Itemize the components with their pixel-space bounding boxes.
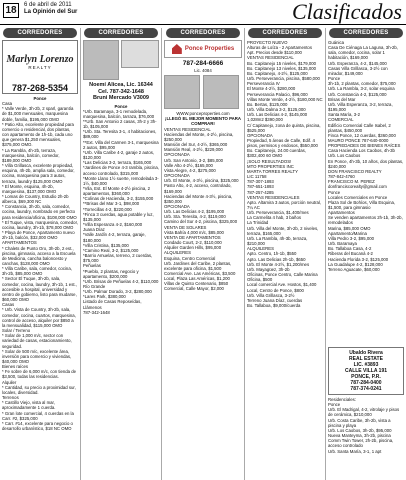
corredores-heading: CORREDORES [84, 28, 158, 38]
corredores-heading: CORREDORES [248, 28, 322, 38]
ad-line: REAL ESTATE [349, 356, 383, 362]
listings-text: Guánica Casa De Ciénaga La Laguna, 3h-2b, sala, comedor, cocina, solar 1 habitación, $169,000 Urb. Esperanza, 4-2, $145,000 Casas Villa Grillasca, 3-2½ con mirador, $149,000 Ponce 3h-1b, 2 plantas, comedor, $75,000 Urb. La Rambla, 3-2, solar esquina Urb. Constancia 4-2, $125,000 Brisas del Mar Urb. Villa Esperanza, 3-2, terraza, $195,000 Santa María, 3-2 COMERCIAL Edificio Comercial Calle Isabel, 2 plantas, $450,000 Finca Ponce, 12 cuerdas, $360,000 MAURO PONCE 787-640-0000 PROPIEDADES DE BIENES RAÍCES Casa Hacienda Los Caobos, 4h-3b Urb. Los Caobos En Ponce, 4h-3b, 10 años, dos plantas, $240,000 DON FRANCISCO REALTY 787-842-4760 FRANCISCO M. PEREZ donfranciscorealty@gmail.com Ponce Locales Comerciales en Ponce Plaza Sol de Bohíos, Villa Esquina, $1,500, para gimnasio Apartamentos Se venden apartamentos 2h-1b, 3h-2b, remodelados Marina, $85,000 OMO Apartamento/Marina Villa Pedro 3-2, $95,000 Urb. Baramaya Bo. Tallaboa Casa, 4-2 Riberas del Bucaná 4-2 Hacienda Florida 3-2, $125,000 La Guadalupe 4-2, $128,000 Terreno Aguacate, $60,000 [328, 40, 404, 272]
agent-photo [83, 40, 119, 80]
listings-text: *Urb. Baramaya, 3-1 remodelada, marquesina, balcón, tarraza, $76,000 **Urb. San Antonio 2 casas, 3h-2 y 3h-1b, $105,000 *Urb. Sta. Teresita 3-1, 4 habitaciones, $89,000 **Ext. Villa del Carmen 3-1, marquesina 2 autos, $95,000 *Urb. Villa Caribe 4-2, garaje 2 autos, $120,000 *Las Delicias 3-2, terraza, $165,000 *Jardines de Ponce 4-3 rambla, piscina, acceso controlado, $315,000 *Monte Llano 1½ suerte, remodelada 3-1½, $40,000 *Vila, Est. El Monte 4-2½ piscina, 2 apartamentos, $360,000 *Colinas de Hacienda, 3-2, $155,000 **Brisas del Mar 3-1, $98,000 *Torrecillas 4-2, $220,000 *Finca 3 cuerdas, agua potable y luz, $135,000 *Villa Esperanza 4-2, $160,000 Juana Díaz *Valle Jardín 4-2, terraza, garaje, $180,000 *Villa Cristina, $135,000 *Camino Real, 3-2, $125,000 *Barrio Amuelas, terreno, 2 cuerdas, $75,000 Peñuelas *Pueblo, 2 plantas, negocio y apartamento, $200,000 *Urb. Brisas de Peñuelas 4-2, $110,000 Río Grande *Urb. Palmar Dorado, 3-2, $280,000 *Lares Park, $380,000 Listado de Casas Reposeídas, Llámenos 787-342-1648 [83, 108, 159, 315]
paper-name: La Opinión del Sur [24, 9, 78, 15]
license: Lic. 4084 [194, 68, 212, 73]
ad-line: LIC. #3893 [353, 362, 379, 368]
section-title: Clasificados [291, 0, 402, 24]
column-1 [0, 28, 80, 480]
marlyn-lorenzo-ad [2, 40, 78, 94]
agent-photos [164, 75, 242, 109]
agency-name: Bruni Mercado V3009 [93, 95, 149, 101]
ad-phone: 787-268-5354 [11, 83, 69, 93]
ad-phone: 787-284-0400 [350, 380, 382, 386]
marlyn-lorenzo-logo: Marlyn Lorenzo REALTY [3, 41, 77, 83]
page-header [0, 0, 406, 24]
agent-phone: Cel. 787-342-1648 [98, 88, 144, 95]
column-3 [162, 28, 244, 480]
residential-listings-text: Residenciales: Ponce Urb. El Madrigal, 4-2, vitrolaje y pisos de cerámica, $210,000 Urb. Costa Caribe, 3h-2b, vista a piscina y playa Urb. Los Caobos, 3h-2b, $95,000 Nueva Manteyma, 3h-2b, piscina Comm Twin Tower, 2h-2b, piscina, acceso controlado Urb. Santa María, 3-1, 1 apt [328, 397, 400, 454]
city-label: Ponce [33, 96, 47, 101]
corredores-heading: CORREDORES [329, 28, 403, 38]
corredores-heading: CORREDORES [3, 28, 77, 38]
column-2 [81, 28, 161, 480]
house-icon [172, 44, 182, 54]
listings-text: PROYECTO NUEVO Alturas de Loíza - 2 Apartamentos Apt. Precios desde $110,000 VENTAS RESIDENCIAL Bo. Capitanejo 15 niveles, $179,000 Bo. Capitanejo 13 niveles, $135,000 Bo. Capitanejo, 4-2½, $125,000 Urb. Perseverancia, piscina, $580,000 Perseverancia IV El Monte 4-2½, $280,000 Perseverancia Palacio, $96,000 Villas Monte Verde, 4-2½, $180,000 NC Bo. Bertas, $125,000 Urb. Villa Dalma 3-2, $125,000 Urb. Las Delicias 4-2, $145,000 1,028m2 $390,000 C/ Capitanejo, zona de quinta, piscina, $525,000 OPCIONADA Propiedad, 5 áreas de Calle, Edif. 4 pisos, permisos y endosos, $550,000 Bo. Capitanejo, 24.00 cuerdas, $302,400 60 OMO ¡SOLO RESULTADOS! MTO PROPERTIES INC MARTA TORRES REALTY LIC 11758 787-307-1893 787-651-1893 787-257-4285 VENTAS RESIDENCIALES Apto. Altamira 3 autos, porción neutral, 7¼ AC Urb. Perseverancia, $1,400/mes La Carmelita 4 hab, 3 baños La Trinidad Urb. Villa del Monte, 3h-2b, 2 niveles, terraza, $165,000 Urb. La Rambla, 4h-3b, terraza, $210,000 ALQUILERES Apto. Centro, 1h-1b, $550 Apto. Las Delicias 2h-1b, $650 Urb. El Monte 4-2½, $1,200/mes Urb. Mayagüez, 3h-2b Oficinas, Ponce Centro, Calle Marina Oficina, $500 Local comercial Ave. Hostos, $1,400 Local, Centro de Ponce, $800 Urb. Villa Grillasca, 3-2½ Terreno Juana Díaz, cuerdas Bo. Tallaboa, $9,000/cuerda [247, 40, 323, 308]
agency-logo [121, 40, 159, 68]
ad-line: Ubaldo Rivera [349, 350, 383, 356]
agent-photos [83, 40, 159, 80]
issue-info [24, 2, 77, 16]
ubaldo-rivera-ad [328, 347, 404, 395]
agency-phone: 787-284-6666 [182, 60, 224, 67]
ad-line: PONCE, P.R. [351, 374, 381, 380]
column-4 [245, 28, 325, 480]
ponce-properties-logo: Ponce Properties [164, 40, 242, 58]
city-label: Ponce [114, 103, 128, 109]
website-link[interactable]: WWW.ponceproperties.com [176, 111, 230, 117]
agent-photo [203, 75, 239, 109]
page-number: 18 [3, 3, 19, 18]
header-rule [0, 24, 406, 25]
listings-text: Casa * Valle Verde, 3h-2b, 2 sparl, garantía de $1,000 mensuales, marquesina doble, familia, $195,000 OMO * Patio Alto, excelente propiedad para comercio o residencial, dos plantas, con apartamento de 1h-1b, cada uno que genera $1,250 mensuales, $375,000 OMO. * La Rambla, 4h-2b, terraza, marquesina, balcón, comedor, $189,000 OMO * Villa Grillasca, excelente propiedad, esquina, 4h-2b, amplia sala, comedor, cocina, marquesina para 3 autos, terraza, laundry $125,000 OMO * El Monte, esquina, 4h-2b, marquesina, $137,000 OMO * Lomas de Country, Estudio 2h-2b alberca, $69,300 NC * Constancia, 3h-2b, sala, comedor, cocina, laundry, nombrado en perfecto para residencia/oficina, $108,000 OMO * El Tuque, vista, marquesina, comedor, cocina, laundry, 3h-1b, $78,000 OMO * Playa de Ponce, Apartamento nuevo 2h-1b, balcón, $32,000 OMO APARTAMENTOS * Chalets de Punto Oro, 3h-2b, 2 est., piscina, gimnasio, acceso a la Escuela de Medicina, cancha baloncesto y canchas, $128,000 OMO * Villa Caribe, sala, comedor, cocina, 3h-2b, $85,000 OMO * Sector El Tuque, 3h-2b, sala, comedor, cocina, laundry, 3h-1b, 1 est., accesible a hospital, universidad y centro de gobierno, listo para mudarse, $60,000 OMO Casas * Urb. Vista de Country, 3h-2b, sala, comedor, cocina, cuartos, marquesina, control de acceso, alquiler por $850 a la mensualidad, $115,000 OMO Solar / Terreno * Solar de 1,000 m/c, sector con variedad de casas, estacionamiento, seguridad. * Solar de 500 m/c, excelente área, inversión para comercio y viviendas, $40,000 OMO Bienes raíces * Fe sobre de 6,000 m/c, con tienda de $3,500, todas las residencias. Alquiler * Cantidad, su precio a proximidad sur, locales, diversidad. Terrenos * Castillo Viejo, vista al mar, aproximadamente 1 cuerda. * Gran lote comercial, 4 cuerdas en la Carr. #2, $325,000 * Carr. #14, excelente para negocio o desarrollo urbanístico, $18 NC OMO [2, 101, 78, 431]
ad-phone: 787-374-0241 [350, 386, 382, 392]
agent-name: Noemí Alicea, Lic. 16344 [89, 82, 153, 88]
column-5 [326, 28, 406, 480]
agent-photo [164, 75, 200, 109]
tagline: ¡LLEGÓ EL MEJOR MOMENTO PARA COMPRAR! [165, 116, 241, 127]
ad-line: CALLE VILLA 191 [344, 368, 388, 374]
issue-date: 6 de abril de 2011 [24, 2, 72, 8]
listings-text: VENTAS RESIDENCIAL Haciendas del Monte, 4-2½, piscina, $250,000 Mansión del Sur, 4-2½, $365,000 Mansión Real, 4-2½, $229,000 OPCIONADA Urb. San Antonio, 3-2, $85,000 Valle Alto 4-2½, $165,000 Vista Alegre, 4-2, $275,000 OPCIONADA Urb. El Monte, 4-3½, piscina, $325,000 Pasto Alto, 4-2, acceso, controlado, $169,000 Haciendas del Monte 4-3½, piscina, $350,000 OPCIONADA Urb. Las Delicias 4-2, $195,000 Urb. Sta. Teresita, 4-2, $119,000 Camino del Sur 4-2, piscina, $325,000 VENTA DE SOLARES Vista Bahía 4,000 m/c, $85,000 VENTA DE APARTAMENTOS Condado Court, 2-2, $110,000 Alquiler Garden Hills, $95,000 ALQUILERES Esquina, Centro Comercial Urb. Jardines del Caribe, 2 plantas, excelente para oficina, $1,500 Comercial Ave. Las Américas, $3,500 Local, Plaza Las Américas, $1,200 Villas de Quinto Centenario, $850 Comercial, Calle Mayor, $2,000 [164, 126, 239, 292]
corredores-heading: CORREDORES [166, 28, 240, 38]
